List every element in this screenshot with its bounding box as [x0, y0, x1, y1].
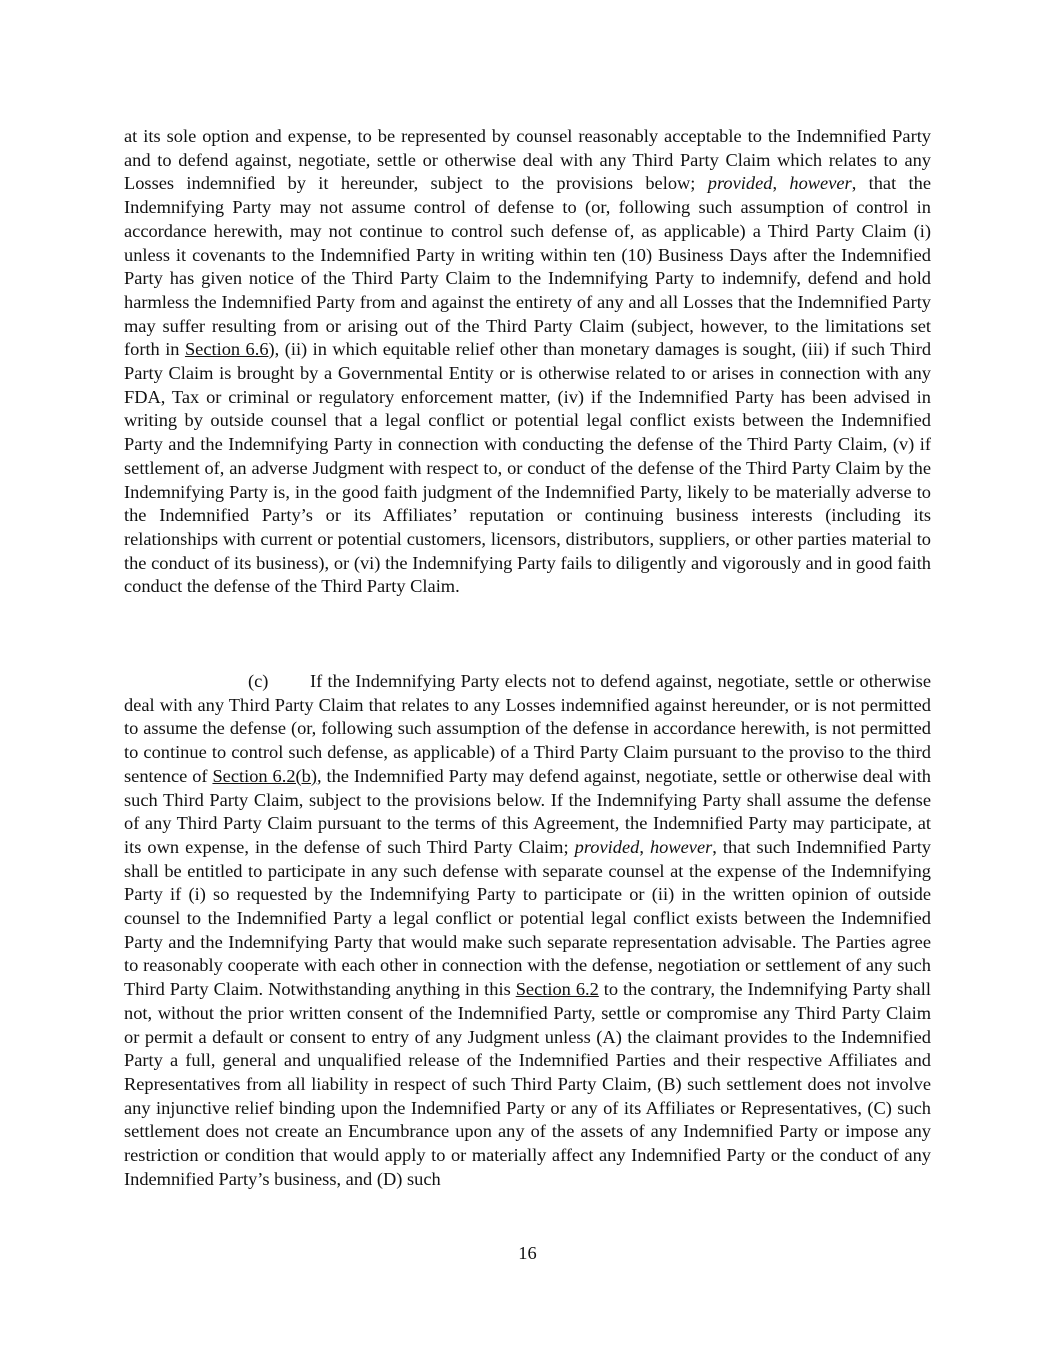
paragraph-c: [124, 670, 931, 1191]
paragraph-label-c: (c): [248, 671, 269, 691]
paragraph-b-continuation: [124, 125, 931, 599]
text-run: to the contrary, the Indemnifying Party shall not, without the prior written consent of the Indemnified Party, settle or compromise any Third Party Claim or permit a default or consent to entry of any Judgment unless (A) the claimant provides to the Indemnified Party a full, general and unqualified release of the Indemnified Parties and their respective Affiliates and Representatives from all liability in respect of such Third Party Claim, (B) such settlement does not involve any injunctive relief binding upon the Indemnified Party or any of its Affiliates or Representatives, (C) such settlement does not create an Encumbrance upon any of the assets of any Indemnified Party or impose any restriction or condition that would apply to or materially affect any Indemnified Party or the conduct of any Indemnified Party’s business, and (D) such: [124, 979, 932, 1189]
text-run: , that the Indemnifying Party may not assume control of defense to (or, following such assumption of control in accordance herewith, may not continue to control such defense of, as applicable) a Third Party Claim (i) unless it covenants to the Indemnified Party in writing within ten (10) Business Days after the Indemnified Party has given notice of the Third Party Claim to the Indemnifying Party to indemnify, defend and hold harmless the Indemnified Party from and against the entirety of any and all Losses that the Indemnified Party may suffer resulting from or arising out of the Third Party Claim (subject, however, to the limitations set forth in: [124, 173, 931, 360]
text-run: ,: [639, 836, 650, 857]
section-6-2-b-link[interactable]: Section 6.2(b): [212, 765, 317, 786]
however-italic: however: [649, 836, 713, 857]
page-number: 16: [518, 1243, 537, 1263]
text-run: If the Indemnifying Party elects not to defend against, negotiate, settle or otherwise deal with any Third Party Claim that relates to any Losses indemnified against hereunder, or is not permitted to assume the defense (or, following such assumption of the defense in accordance herewith, is not permitted to continue to control such defense, as applicable) of a Third Party Claim pursuant to the proviso to the third sentence of: [124, 671, 931, 786]
section-6-2-link[interactable]: Section 6.2: [515, 979, 599, 1000]
text-run: ), (ii) in which equitable relief other than monetary damages is sought, (iii) if such Third Party Claim is brought by a Governmental Entity or is otherwise related to or arises in connection with any FDA, Tax or criminal or regulatory enforcement matter, (iv) if the Indemnified Party has been advised in writing by outside counsel that a legal conflict or potential legal conflict exists between the Indemnified Party and the Indemnifying Party in connection with conducting the defense of the Third Party Claim, (v) if settlement of, an adverse Judgment with respect to, or conduct of the defense of the Third Party Claim by the Indemnifying Party is, in the good faith judgment of the Indemnified Party, likely to be materially adverse to the Indemnified Party’s or its Affiliates’ reputation or continuing business interests (including its relationships with current or potential customers, licensors, distributors, suppliers, or other parties material to the conduct of its business), or (vi) the Indemnifying Party fails to diligently and vigorously and in good faith conduct the defense of the Third Party Claim.: [124, 339, 932, 597]
section-6-6-link[interactable]: Section 6.6: [184, 339, 269, 360]
text-run: ,: [772, 173, 790, 194]
provided-italic: provided: [574, 836, 640, 857]
provided-italic: provided: [707, 173, 773, 194]
text-run: at its sole option and expense, to be represented by counsel reasonably acceptable to the Indemnified Party and to defend against, negotiate, settle or otherwise deal with any Third Party Claim which relates to any Losses indemnified by it hereunder, subject to the provisions below;: [124, 126, 931, 194]
however-italic: however: [789, 173, 852, 194]
text-run: , the Indemnified Party may defend against, negotiate, settle or otherwise deal with such Third Party Claim, subject to the provisions below. If the Indemnifying Party shall assume the defense of any Third Party Claim pursuant to the terms of this Agreement, the Indemnified Party may participate, at its own expense, in the defense of such Third Party Claim;: [124, 765, 931, 857]
text-run: , that such Indemnified Party shall be entitled to participate in any such defense with separate counsel at the expense of the Indemnifying Party if (i) so requested by the Indemnifying Party to participate or (ii) in the written opinion of outside counsel to the Indemnified Party a legal conflict or potential legal conflict exists between the Indemnified Party and the Indemnifying Party that would make such separate representation advisable. The Parties agree to reasonably cooperate with each other in connection with the defense, negotiation or settlement of any such Third Party Claim. Notwithstanding anything in this: [124, 836, 931, 1000]
